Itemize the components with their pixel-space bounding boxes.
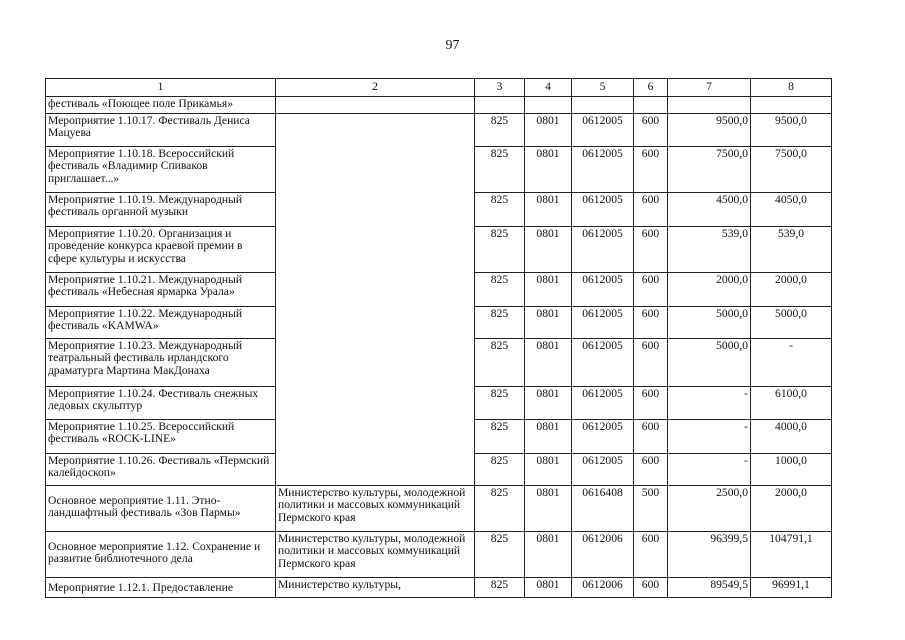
code-cell: 0801 xyxy=(525,227,572,273)
amount-cell xyxy=(751,97,832,114)
amount-cell: 2000,0 xyxy=(751,486,832,532)
header-cell: 5 xyxy=(572,79,634,97)
amount-cell: 2500,0 xyxy=(668,486,751,532)
code-cell: 0801 xyxy=(525,578,572,598)
code-cell: 0801 xyxy=(525,147,572,193)
amount-cell: - xyxy=(668,387,751,420)
event-name-cell: Мероприятие 1.10.18. Всероссийский фестиваль «Владимир Спиваков приглашает...» xyxy=(46,147,276,193)
code-cell: 825 xyxy=(475,532,525,578)
amount-cell: 5000,0 xyxy=(668,339,751,387)
code-cell: 0612005 xyxy=(572,193,634,227)
event-name-cell: Мероприятие 1.10.24. Фестиваль снежных ледовых скульптур xyxy=(46,387,276,420)
code-cell: 600 xyxy=(634,387,668,420)
code-cell: 825 xyxy=(475,147,525,193)
amount-cell: - xyxy=(751,339,832,387)
code-cell: 825 xyxy=(475,454,525,486)
amount-cell xyxy=(668,97,751,114)
code-cell: 0801 xyxy=(525,454,572,486)
code-cell: 825 xyxy=(475,387,525,420)
organization-cell xyxy=(276,97,475,114)
amount-cell: 104791,1 xyxy=(751,532,832,578)
organization-cell-merged xyxy=(276,114,475,486)
table-row xyxy=(46,114,832,147)
header-cell: 4 xyxy=(525,79,572,97)
event-name-cell: Мероприятие 1.10.17. Фестиваль Дениса Мацуева xyxy=(46,114,276,147)
code-cell: 600 xyxy=(634,147,668,193)
header-cell: 1 xyxy=(46,79,276,97)
code-cell: 600 xyxy=(634,578,668,598)
code-cell xyxy=(634,97,668,114)
code-cell: 825 xyxy=(475,227,525,273)
code-cell: 0801 xyxy=(525,339,572,387)
amount-cell: 539,0 xyxy=(751,227,832,273)
amount-cell: 96991,1 xyxy=(751,578,832,598)
code-cell: 0612005 xyxy=(572,387,634,420)
event-name-cell: фестиваль «Поющее поле Прикамья» xyxy=(46,97,276,114)
amount-cell: 7500,0 xyxy=(751,147,832,193)
event-name-cell: Мероприятие 1.10.22. Международный фестиваль «KAMWA» xyxy=(46,307,276,339)
amount-cell: 5000,0 xyxy=(668,307,751,339)
code-cell: 600 xyxy=(634,227,668,273)
event-name-cell: Мероприятие 1.10.21. Международный фестиваль «Небесная ярмарка Урала» xyxy=(46,273,276,307)
amount-cell: 1000,0 xyxy=(751,454,832,486)
table-row xyxy=(46,486,832,532)
header-cell: 8 xyxy=(751,79,832,97)
table-row xyxy=(46,578,832,598)
header-cell: 6 xyxy=(634,79,668,97)
code-cell: 0801 xyxy=(525,486,572,532)
table-row xyxy=(46,97,832,114)
organization-cell: Министерство культуры, молодежной политики и массовых коммуникаций Пермского края xyxy=(276,486,475,532)
code-cell xyxy=(475,97,525,114)
amount-cell: 539,0 xyxy=(668,227,751,273)
code-cell: 600 xyxy=(634,532,668,578)
header-row xyxy=(46,79,832,97)
code-cell: 600 xyxy=(634,193,668,227)
event-name-cell: Основное мероприятие 1.12. Сохранение и развитие библиотечного дела xyxy=(46,532,276,578)
organization-cell: Министерство культуры, молодежной политики и массовых коммуникаций Пермского края xyxy=(276,532,475,578)
code-cell: 500 xyxy=(634,486,668,532)
code-cell: 825 xyxy=(475,193,525,227)
amount-cell: 6100,0 xyxy=(751,387,832,420)
amount-cell: 7500,0 xyxy=(668,147,751,193)
event-name-cell: Мероприятие 1.10.23. Международный театральный фестиваль ирландского драматурга Мартина МакДонаха xyxy=(46,339,276,387)
code-cell: 825 xyxy=(475,114,525,147)
code-cell: 600 xyxy=(634,273,668,307)
amount-cell: - xyxy=(668,454,751,486)
event-name-cell: Мероприятие 1.10.20. Организация и проведение конкурса краевой премии в сфере культуры и искусства xyxy=(46,227,276,273)
amount-cell: 9500,0 xyxy=(751,114,832,147)
code-cell xyxy=(572,97,634,114)
amount-cell: - xyxy=(668,420,751,454)
header-cell: 2 xyxy=(276,79,475,97)
code-cell: 0612005 xyxy=(572,420,634,454)
code-cell: 0801 xyxy=(525,532,572,578)
code-cell: 0612006 xyxy=(572,532,634,578)
code-cell: 0612005 xyxy=(572,339,634,387)
event-name-cell: Мероприятие 1.10.19. Международный фестиваль органной музыки xyxy=(46,193,276,227)
event-name-cell: Мероприятие 1.12.1. Предоставление xyxy=(46,578,276,598)
amount-cell: 4500,0 xyxy=(668,193,751,227)
code-cell: 825 xyxy=(475,420,525,454)
code-cell: 0801 xyxy=(525,193,572,227)
amount-cell: 9500,0 xyxy=(668,114,751,147)
code-cell: 825 xyxy=(475,486,525,532)
code-cell: 825 xyxy=(475,578,525,598)
header-cell: 3 xyxy=(475,79,525,97)
code-cell: 0612006 xyxy=(572,578,634,598)
amount-cell: 96399,5 xyxy=(668,532,751,578)
code-cell: 825 xyxy=(475,307,525,339)
code-cell: 600 xyxy=(634,307,668,339)
code-cell: 0801 xyxy=(525,387,572,420)
code-cell xyxy=(525,97,572,114)
table-row xyxy=(46,532,832,578)
amount-cell: 2000,0 xyxy=(751,273,832,307)
code-cell: 0612005 xyxy=(572,147,634,193)
page-number: 97 xyxy=(445,38,460,53)
code-cell: 0612005 xyxy=(572,307,634,339)
code-cell: 0612005 xyxy=(572,227,634,273)
code-cell: 0801 xyxy=(525,420,572,454)
code-cell: 0616408 xyxy=(572,486,634,532)
code-cell: 825 xyxy=(475,339,525,387)
organization-cell: Министерство культуры, xyxy=(276,578,475,598)
budget-table xyxy=(45,78,832,598)
amount-cell: 4050,0 xyxy=(751,193,832,227)
event-name-cell: Мероприятие 1.10.26. Фестиваль «Пермский калейдоскоп» xyxy=(46,454,276,486)
event-name-cell: Мероприятие 1.10.25. Всероссийский фестиваль «ROCK-LINE» xyxy=(46,420,276,454)
code-cell: 0612005 xyxy=(572,273,634,307)
event-name-cell: Основное мероприятие 1.11. Этно-ландшафтный фестиваль «Зов Пармы» xyxy=(46,486,276,532)
amount-cell: 2000,0 xyxy=(668,273,751,307)
code-cell: 600 xyxy=(634,114,668,147)
amount-cell: 4000,0 xyxy=(751,420,832,454)
code-cell: 600 xyxy=(634,420,668,454)
code-cell: 600 xyxy=(634,339,668,387)
header-cell: 7 xyxy=(668,79,751,97)
code-cell: 0801 xyxy=(525,307,572,339)
code-cell: 0801 xyxy=(525,273,572,307)
amount-cell: 5000,0 xyxy=(751,307,832,339)
code-cell: 0612005 xyxy=(572,114,634,147)
code-cell: 0612005 xyxy=(572,454,634,486)
amount-cell: 89549,5 xyxy=(668,578,751,598)
code-cell: 0801 xyxy=(525,114,572,147)
code-cell: 600 xyxy=(634,454,668,486)
code-cell: 825 xyxy=(475,273,525,307)
